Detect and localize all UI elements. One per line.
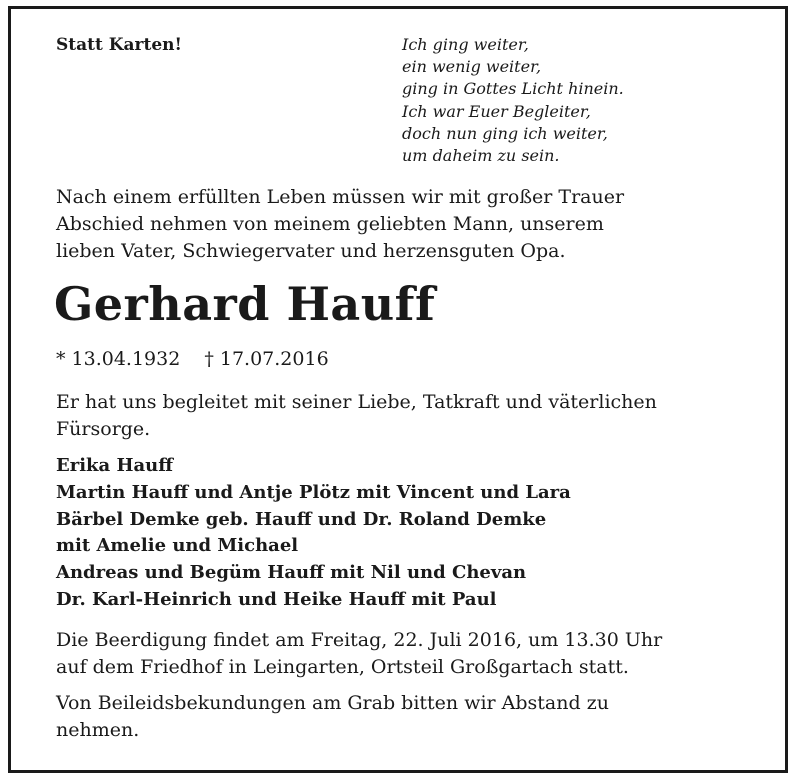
- death-date: † 17.07.2016: [204, 348, 329, 370]
- poem-line: um daheim zu sein.: [402, 146, 560, 166]
- tribute-text: [56, 389, 657, 443]
- tribute-line: Er hat uns begleitet mit seiner Liebe, Tatkraft und väterlichen: [56, 391, 657, 413]
- funeral-info: [56, 627, 662, 681]
- poem-line: doch nun ging ich weiter,: [402, 123, 608, 143]
- family-member: Martin Hauff und Antje Plötz mit Vincent und Lara: [56, 481, 571, 503]
- intro-text: [56, 184, 624, 265]
- condolences-line: Von Beileidsbekundungen am Grab bitten wir Abstand zu: [56, 692, 609, 714]
- poem: [402, 34, 624, 167]
- intro-line: lieben Vater, Schwiegervater und herzensguten Opa.: [56, 240, 566, 262]
- family-member: Andreas und Begüm Hauff mit Nil und Chevan: [56, 562, 527, 584]
- funeral-line: Die Beerdigung findet am Freitag, 22. Juli 2016, um 13.30 Uhr: [56, 629, 663, 651]
- family-member: Bärbel Demke geb. Hauff und Dr. Roland Demke: [56, 508, 547, 530]
- birth-date: * 13.04.1932: [56, 348, 181, 370]
- family-member: mit Amelie und Michael: [56, 535, 299, 557]
- deceased-name: Gerhard Hauff: [54, 277, 436, 331]
- intro-line: Abschied nehmen von meinem geliebten Mann, unserem: [56, 213, 604, 235]
- poem-line: Ich ging weiter,: [402, 35, 529, 54]
- poem-line: ging in Gottes Licht hinein.: [402, 79, 624, 99]
- tribute-line: Fürsorge.: [56, 418, 151, 440]
- poem-line: ein wenig weiter,: [402, 57, 542, 77]
- condolences-note: [56, 690, 609, 744]
- family-list: [56, 453, 571, 614]
- poem-line: Ich war Euer Begleiter,: [402, 101, 591, 121]
- family-member: Dr. Karl-Heinrich und Heike Hauff mit Paul: [56, 588, 497, 610]
- funeral-line: auf dem Friedhof in Leingarten, Ortsteil Großgartach statt.: [56, 656, 629, 678]
- condolences-line: nehmen.: [56, 719, 140, 741]
- intro-line: Nach einem erfüllten Leben müssen wir mit großer Trauer: [56, 186, 625, 208]
- life-dates: [56, 346, 329, 373]
- statt-karten-heading: Statt Karten!: [56, 35, 183, 55]
- family-member: Erika Hauff: [56, 455, 173, 476]
